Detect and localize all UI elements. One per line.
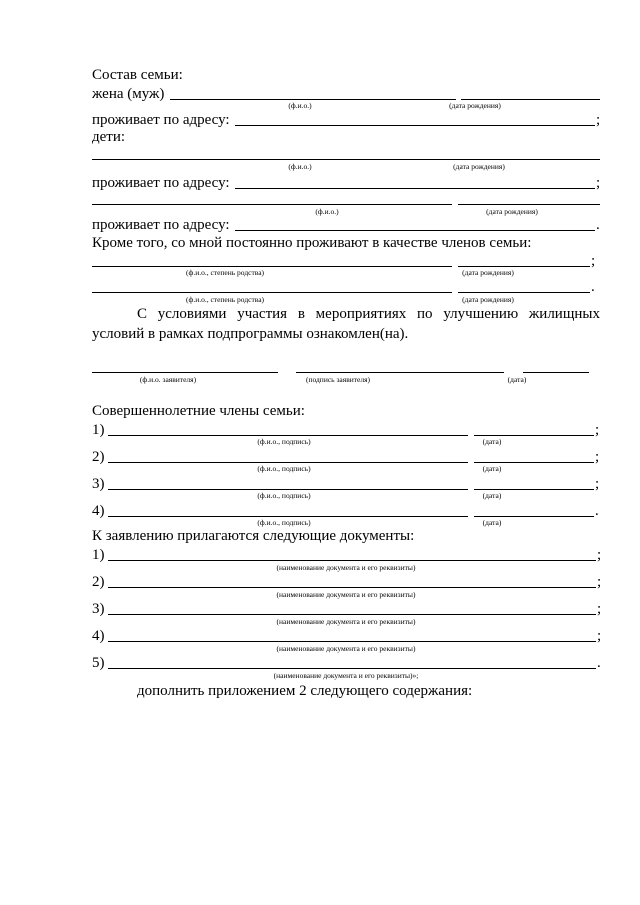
spouse-fio-line[interactable] [170,99,456,100]
other-2-dob-line[interactable] [458,292,590,293]
semicolon: ; [591,253,596,269]
address-label: проживает по адресу: [92,217,230,233]
doc-number: 2) [92,574,105,590]
doc-number: 4) [92,628,105,644]
doc-caption: (наименование документа и его реквизиты) [276,590,416,599]
period: . [591,279,595,295]
adult-number: 4) [92,503,105,519]
fio-sign-caption: (ф.и.о., подпись) [257,491,311,500]
child-2-dob-line[interactable] [458,204,600,205]
semicolon: ; [596,175,601,191]
children-label: дети: [92,129,126,145]
signature-caption: (подпись заявителя) [305,375,371,384]
other-2-fio-line[interactable] [92,292,452,293]
fio-relation-caption: (ф.и.о., степень родства) [185,268,265,277]
adult-2-date-line[interactable] [474,462,594,463]
documents-heading: К заявлению прилагаются следующие документы: [92,528,415,544]
semicolon: ; [596,112,601,128]
dob-caption: (дата рождения) [453,162,505,171]
child-1-line[interactable] [92,159,600,160]
address-line[interactable] [235,230,595,231]
fio-caption: (ф.и.о.) [315,207,339,216]
footer-text: дополнить приложением 2 следующего содержания: [137,683,473,699]
period: . [595,503,599,519]
doc-5-line[interactable] [108,668,596,669]
applicant-signature-line[interactable] [296,372,504,373]
adult-3-date-line[interactable] [474,489,594,490]
doc-caption: (наименование документа и его реквизиты) [276,563,416,572]
address-label: проживает по адресу: [92,112,230,128]
fio-caption: (ф.и.о.) [288,162,312,171]
date-caption: (дата) [507,375,527,384]
dob-caption: (дата рождения) [449,101,501,110]
fio-sign-caption: (ф.и.о., подпись) [257,464,311,473]
adult-number: 2) [92,449,105,465]
fio-sign-caption: (ф.и.о., подпись) [257,518,311,527]
fio-sign-caption: (ф.и.о., подпись) [257,437,311,446]
adult-4-fio-line[interactable] [108,516,468,517]
fio-relation-caption: (ф.и.о., степень родства) [185,295,265,304]
adult-2-fio-line[interactable] [108,462,468,463]
semicolon: ; [595,476,600,492]
semicolon: ; [597,601,602,617]
doc-number: 5) [92,655,105,671]
fio-caption: (ф.и.о.) [288,101,312,110]
address-line[interactable] [235,125,595,126]
doc-caption: (наименование документа и его реквизиты) [276,644,416,653]
semicolon: ; [597,547,602,563]
last-doc-caption: (наименование документа и его реквизиты)»; [273,671,419,680]
other-1-dob-line[interactable] [458,266,590,267]
address-label: проживает по адресу: [92,175,230,191]
doc-caption: (наименование документа и его реквизиты) [276,617,416,626]
agreement-text: С условиями участия в мероприятиях по улучшению жилищных условий в рамках подпрограммы ознакомлен(на). [92,306,600,342]
date-caption: (дата) [482,464,502,473]
doc-2-line[interactable] [108,587,596,588]
applicant-date-line[interactable] [523,372,589,373]
doc-3-line[interactable] [108,614,596,615]
date-caption: (дата) [482,437,502,446]
spouse-label: жена (муж) [92,86,165,102]
period: . [596,217,600,233]
doc-number: 1) [92,547,105,563]
date-caption: (дата) [482,518,502,527]
adult-number: 1) [92,422,105,438]
doc-1-line[interactable] [108,560,596,561]
dob-caption: (дата рождения) [486,207,538,216]
semicolon: ; [595,422,600,438]
applicant-caption: (ф.и.о. заявителя) [139,375,197,384]
adult-4-date-line[interactable] [474,516,594,517]
semicolon: ; [597,628,602,644]
family-heading: Состав семьи: [92,67,183,83]
period: . [597,655,601,671]
other-1-fio-line[interactable] [92,266,452,267]
adults-heading: Совершеннолетние члены семьи: [92,403,305,419]
adult-1-date-line[interactable] [474,435,594,436]
semicolon: ; [597,574,602,590]
dob-caption: (дата рождения) [462,268,514,277]
address-line[interactable] [235,188,595,189]
adult-3-fio-line[interactable] [108,489,468,490]
adult-1-fio-line[interactable] [108,435,468,436]
semicolon: ; [595,449,600,465]
dob-caption: (дата рождения) [462,295,514,304]
child-2-fio-line[interactable] [92,204,452,205]
adult-number: 3) [92,476,105,492]
others-heading: Кроме того, со мной постоянно проживают в качестве членов семьи: [92,235,532,251]
doc-4-line[interactable] [108,641,596,642]
spouse-dob-line[interactable] [461,99,600,100]
applicant-fio-line[interactable] [92,372,278,373]
doc-number: 3) [92,601,105,617]
date-caption: (дата) [482,491,502,500]
